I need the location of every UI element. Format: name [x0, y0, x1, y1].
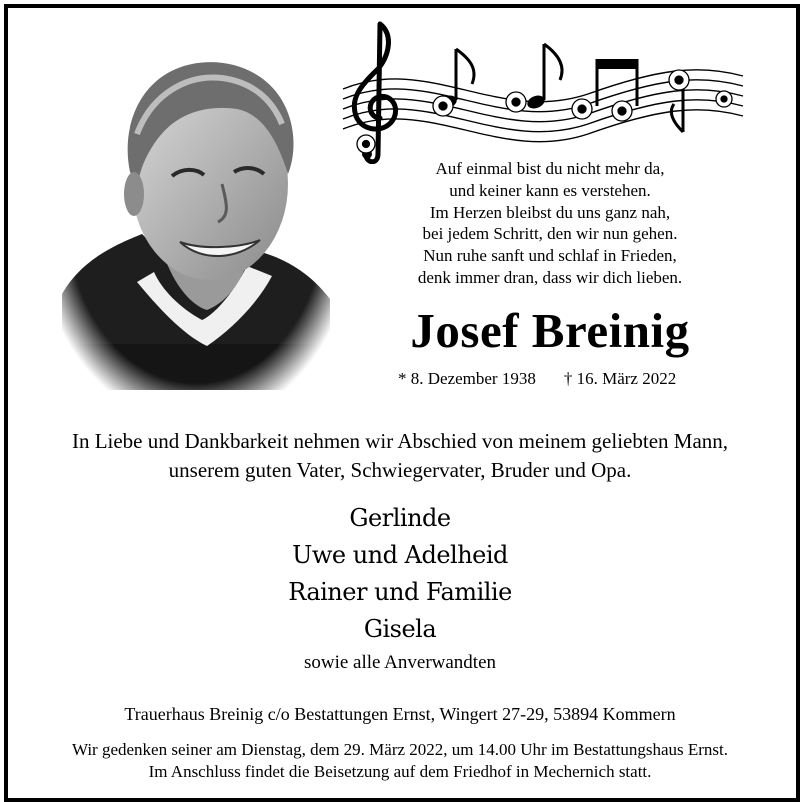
poem-line: Nun ruhe sanft und schlaf in Frieden, — [423, 246, 677, 266]
music-staff-with-soccer-balls-icon — [338, 14, 748, 164]
farewell-line: In Liebe und Dankbarkeit nehmen wir Abschied von meinem geliebten Mann, — [71, 429, 729, 453]
poem-line: Auf einmal bist du nicht mehr da, — [435, 159, 665, 178]
farewell-line: unserem guten Vater, Schwiegervater, Bruder und Opa. — [168, 458, 632, 482]
deceased-name: Josef Breinig — [410, 303, 690, 358]
service-details — [10, 739, 790, 783]
mourners-list — [10, 500, 790, 648]
farewell-text — [10, 427, 790, 485]
mourner-name: Uwe und Adelheid — [292, 541, 508, 569]
birth-date: * 8. Dezember 1938 — [398, 369, 536, 388]
poem-line: und keiner kann es verstehen. — [449, 180, 651, 200]
poem-line: denk immer dran, dass wir dich lieben. — [417, 267, 683, 287]
mourner-name: Rainer und Familie — [288, 578, 512, 606]
mourner-name: Gisela — [363, 615, 437, 643]
mourning-house-address: Trauerhaus Breinig c/o Bestattungen Ernst, Wingert 27-29, 53894 Kommern — [124, 704, 676, 724]
mourner-name: Gerlinde — [349, 504, 451, 532]
memorial-poem — [385, 158, 715, 289]
poem-line: Im Herzen bleibst du uns ganz nah, — [429, 202, 671, 222]
portrait-photo-icon — [62, 44, 330, 390]
service-line: Im Anschluss findet die Beisetzung auf dem Friedhof in Mechernich statt. — [148, 762, 652, 781]
death-date: † 16. März 2022 — [563, 369, 677, 388]
service-line: Wir gedenken seiner am Dienstag, dem 29. März 2022, um 14.00 Uhr im Bestattungshaus Ernst. — [71, 740, 729, 759]
life-dates — [398, 369, 718, 389]
relatives-line: sowie alle Anverwandten — [303, 652, 497, 673]
poem-line: bei jedem Schritt, den wir nun gehen. — [422, 224, 678, 244]
